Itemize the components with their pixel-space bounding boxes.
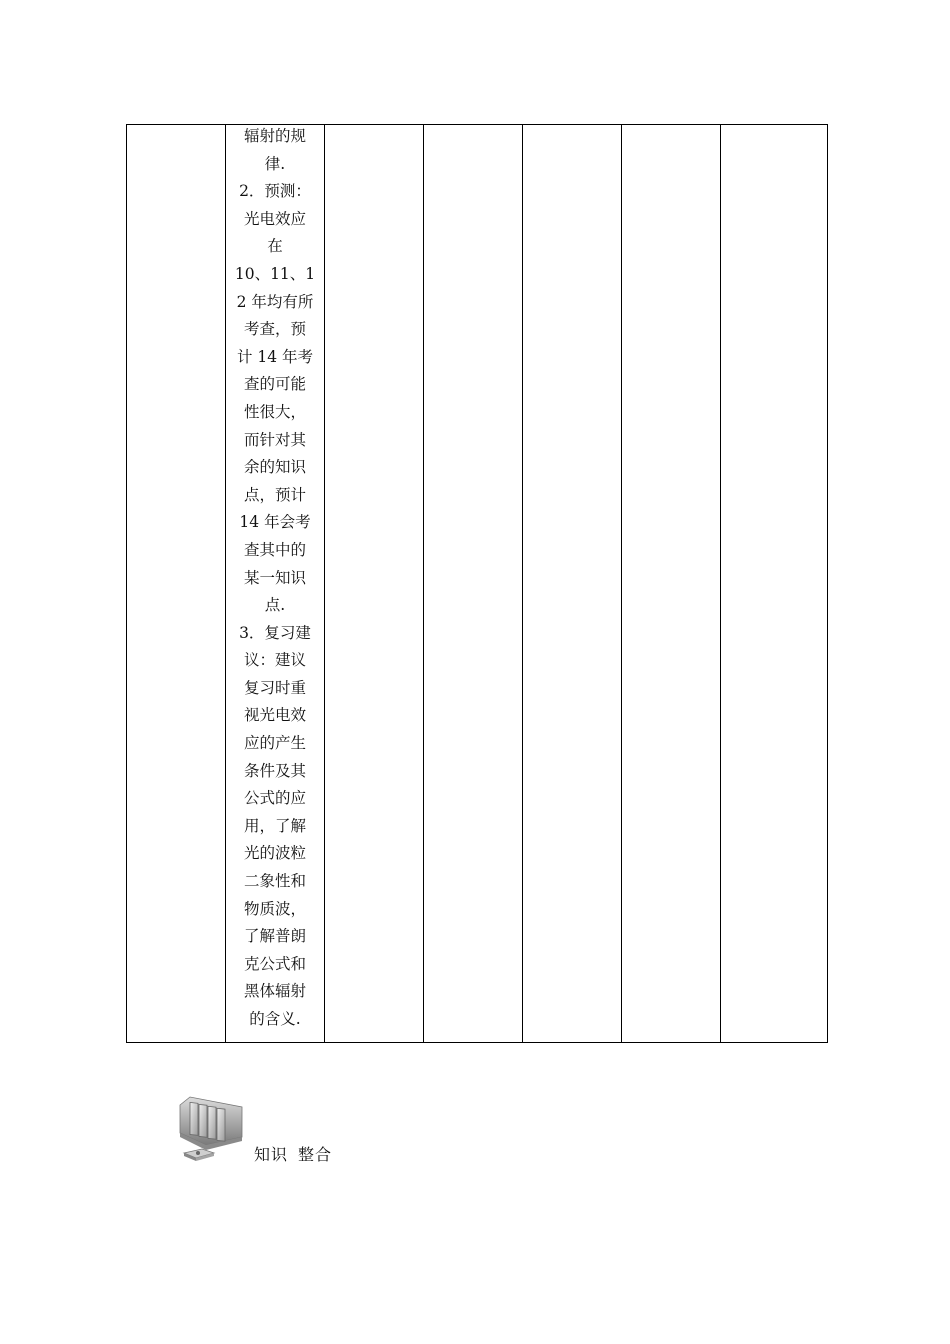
table-cell-notes — [226, 125, 325, 1043]
table-cell-empty — [523, 125, 622, 1043]
notes-line: 的含义. — [249, 1010, 301, 1028]
notes-line: 复习时重 — [243, 678, 306, 697]
notes-line: 14 年会考 — [239, 513, 311, 532]
notes-line: 计 14 年考 — [236, 347, 314, 366]
notes-line: 10、11、1 — [234, 264, 316, 283]
notes-line: 某一知识 — [243, 568, 306, 587]
table-row — [127, 125, 828, 1043]
table-cell-empty — [127, 125, 226, 1043]
notes-line: 光的波粒 — [243, 844, 306, 863]
section-title — [254, 1145, 332, 1165]
notes-line: 物质波， — [243, 899, 306, 918]
notes-line: 克公式和 — [243, 954, 306, 973]
notes-line: 黑体辐射 — [243, 982, 306, 1001]
notes-line: 条件及其 — [243, 761, 306, 780]
notes-line: 视光电效 — [243, 706, 306, 725]
notes-line: 二象性和 — [243, 872, 306, 891]
notes-line: 性很大， — [243, 402, 306, 421]
notes-line: 了解普朗 — [243, 927, 306, 946]
notes-line: 应的产生 — [243, 734, 306, 753]
notes-line: 在 — [267, 237, 283, 256]
notes-line: 光电效应 — [243, 209, 306, 228]
notes-line: 而针对其 — [243, 430, 306, 449]
notes-line: 点. — [264, 596, 286, 615]
books-monitor-icon — [176, 1093, 248, 1163]
table-cell-empty — [622, 125, 721, 1043]
notes-line: 点，预计 — [243, 485, 306, 504]
notes-line: 公式的应 — [243, 789, 306, 808]
notes-line: 2 年均有所 — [236, 292, 314, 311]
notes-line: 2．预测： — [239, 182, 311, 201]
notes-line: 律. — [264, 154, 286, 173]
notes-line: 3．复习建 — [239, 623, 311, 642]
notes-line: 查其中的 — [243, 540, 306, 559]
section-title-word: 知识 — [254, 1145, 289, 1164]
exam-analysis-table — [126, 124, 828, 1043]
table-cell-empty — [424, 125, 523, 1043]
notes-line: 议：建议 — [243, 651, 306, 670]
notes-line: 用，了解 — [243, 816, 306, 835]
notes-text — [226, 123, 324, 1034]
notes-line: 辐射的规 — [243, 127, 306, 145]
section-title-word: 整合 — [298, 1145, 333, 1164]
table-cell-empty — [721, 125, 828, 1043]
notes-line: 查的可能 — [243, 375, 306, 394]
table-cell-empty — [325, 125, 424, 1043]
notes-line: 考查，预 — [243, 320, 306, 339]
notes-line: 余的知识 — [243, 458, 306, 477]
